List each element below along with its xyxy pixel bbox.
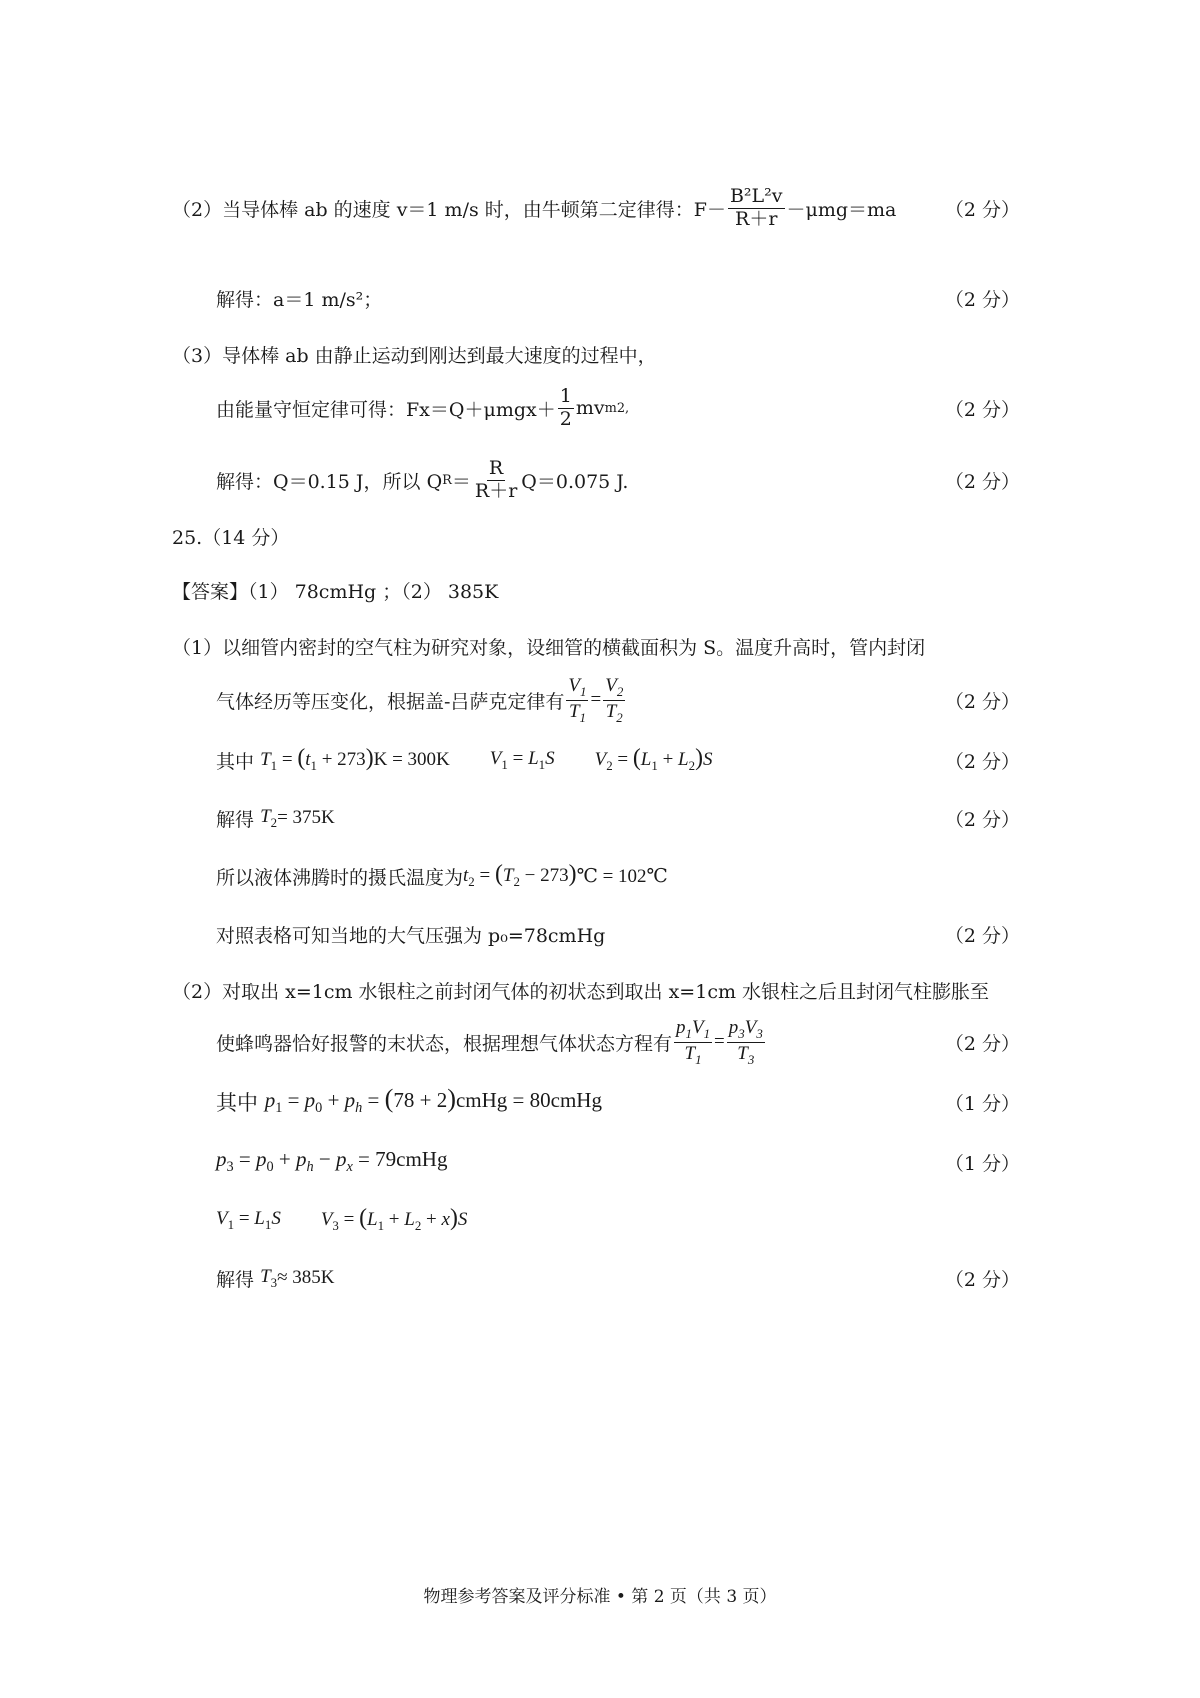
q25-heading-line <box>0 516 1200 556</box>
q25-p1-line1 <box>0 626 1200 666</box>
part3-solve-a: 解得：Q＝0.15 J，所以 Q <box>216 470 443 493</box>
q25-p2-prefix6: 解得 <box>216 1268 255 1291</box>
score: （2 分） <box>944 398 1020 421</box>
q25-p1-prefix5: 所以液体沸腾时的摄氏温度为 <box>216 866 464 889</box>
gas-law-formula-left: $\frac{p_1V_1}{T_1}$ <box>676 1016 711 1067</box>
q25-p2-line5 <box>0 1200 1200 1240</box>
score: （2 分） <box>944 1268 1020 1291</box>
part3-solve-frac-num: R <box>488 456 504 479</box>
q25-p2-line6: 解得 $T_3$ ≈ 385K （2 分） <box>216 1265 1020 1291</box>
q25-p1-line6 <box>0 914 1200 954</box>
part3-solve-line <box>0 456 1200 502</box>
part3-energy-frac-num: 1 <box>559 384 572 407</box>
part3-solve-c: Q＝0.075 J. <box>521 470 629 493</box>
part2-frac-num: B²L²v <box>729 184 783 207</box>
q25-p1-line4: 解得 $T_2$ = 375K （2 分） <box>216 805 1020 831</box>
part3-energy-line <box>0 384 1200 430</box>
score: （2 分） <box>944 198 1020 221</box>
q25-p2-text2: 使蜂鸣器恰好报警的末状态，根据理想气体状态方程有 <box>216 1032 673 1055</box>
part3-energy-sub: m <box>604 400 617 416</box>
v3-formula: $V_3 = (L_1 + L_2 + x)S$ <box>320 1204 468 1233</box>
part2-intro: （2）当导体棒 ab 的速度 v＝1 m/s 时，由牛顿第二定律得：F－ <box>172 198 726 221</box>
gay-lussac-formula-right: $\frac{V_2}{T_2}$ <box>605 674 624 725</box>
part3-energy-frac <box>558 386 574 431</box>
part2-newton-line <box>0 184 1200 230</box>
score: （2 分） <box>944 750 1020 773</box>
part3-energy-frac-den: 2 <box>559 407 572 430</box>
page-footer: 物理参考答案及评分标准 • 第 2 页（共 3 页） <box>423 1587 777 1607</box>
v2-formula: $V_2 = (L_1 + L_2)S$ <box>594 744 713 773</box>
q25-p1-line3 <box>0 740 1200 780</box>
score: （2 分） <box>944 1032 1020 1055</box>
q25-p1-text2: 气体经历等压变化，根据盖-吕萨克定律有 <box>216 690 565 713</box>
q25-p2-line1 <box>0 970 1200 1010</box>
part3-energy-text: 由能量守恒定律可得：Fx＝Q＋μmgx＋ <box>216 398 556 421</box>
part3-solve-frac <box>473 458 519 503</box>
q25-p1-text1: （1）以细管内密封的空气柱为研究对象，设细管的横截面积为 S。温度升高时，管内封闭 <box>172 636 926 659</box>
part3-energy-sup: 2, <box>616 400 630 416</box>
part2-solve-line <box>0 278 1200 318</box>
celsius-result: ℃ = 102℃ <box>576 865 668 887</box>
q25-p1-prefix3: 其中 <box>216 750 255 773</box>
score: （2 分） <box>944 808 1020 831</box>
part3-solve-b: ＝ <box>451 470 471 493</box>
t1-formula: $T_1 = (t_1 + 273)K = 300K$ <box>260 744 450 773</box>
q25-p2-line2: 使蜂鸣器恰好报警的末状态，根据理想气体状态方程有 $\frac{p_1V_1}{T_1}$ = $\frac{p_3V_3}{T_3}$ （2 分） <box>216 1016 1020 1067</box>
score: （2 分） <box>944 288 1020 311</box>
t3-result: ≈ 385K <box>277 1267 335 1288</box>
p3-formula: $p_3 = p_0 + p_h - p_x$ = 79cmHg <box>216 1147 448 1176</box>
celsius-formula: $t_2 = (T_2 - 273)$ <box>463 860 577 889</box>
q25-p1-line5 <box>0 856 1200 896</box>
gay-lussac-formula-left: $\frac{V_1}{T_1}$ <box>568 674 587 725</box>
q25-p1-text6: 对照表格可知当地的大气压强为 p₀=78cmHg <box>216 924 606 947</box>
part3-energy-tail: mv <box>575 397 605 419</box>
part3-solve-frac-den: R＋r <box>474 479 518 502</box>
part3-intro-line <box>0 334 1200 374</box>
score: （2 分） <box>944 470 1020 493</box>
q25-p2-line4 <box>0 1142 1200 1182</box>
part2-fraction <box>728 186 785 231</box>
v1-formula: $V_1 = L_1S$ <box>489 747 555 772</box>
p1-formula: $p_1 = p_0 + p_h = (78$ + 2)cmHg = 80cmHg <box>264 1084 602 1117</box>
score: （1 分） <box>944 1092 1020 1115</box>
q25-p2-text1: （2）对取出 x=1cm 水银柱之前封闭气体的初状态到取出 x=1cm 水银柱之后且封闭气柱膨胀至 <box>172 980 990 1003</box>
v1-formula-2: $V_1 = L_1S$ <box>216 1207 281 1232</box>
t2-result: = 375K <box>277 807 335 828</box>
q25-answer-line <box>0 570 1200 610</box>
q25-p1-prefix4: 解得 <box>216 808 255 831</box>
part2-frac-den: R＋r <box>735 207 778 230</box>
score: （2 分） <box>944 690 1020 713</box>
q25-p1-line2: 气体经历等压变化，根据盖-吕萨克定律有 $\frac{V_1}{T_1}$ = $\frac{V_2}{T_2}$ （2 分） <box>216 674 1020 725</box>
part2-solve: 解得：a＝1 m/s²； <box>216 288 383 311</box>
part3-solve-sub: R <box>442 472 452 488</box>
q25-p2-prefix3: 其中 <box>216 1091 258 1115</box>
part3-intro: （3）导体棒 ab 由静止运动到刚达到最大速度的过程中， <box>172 344 657 367</box>
q25-p2-line3 <box>0 1082 1200 1122</box>
part2-tail: －μmg＝ma <box>786 198 897 221</box>
q25-answer: 【答案】（1） 78cmHg ；（2） 385K <box>172 580 499 603</box>
q25-heading: 25.（14 分） <box>172 526 290 549</box>
score: （2 分） <box>944 924 1020 947</box>
score: （1 分） <box>944 1152 1020 1175</box>
gas-law-formula-right: $\frac{p_3V_3}{T_3}$ <box>728 1016 763 1067</box>
